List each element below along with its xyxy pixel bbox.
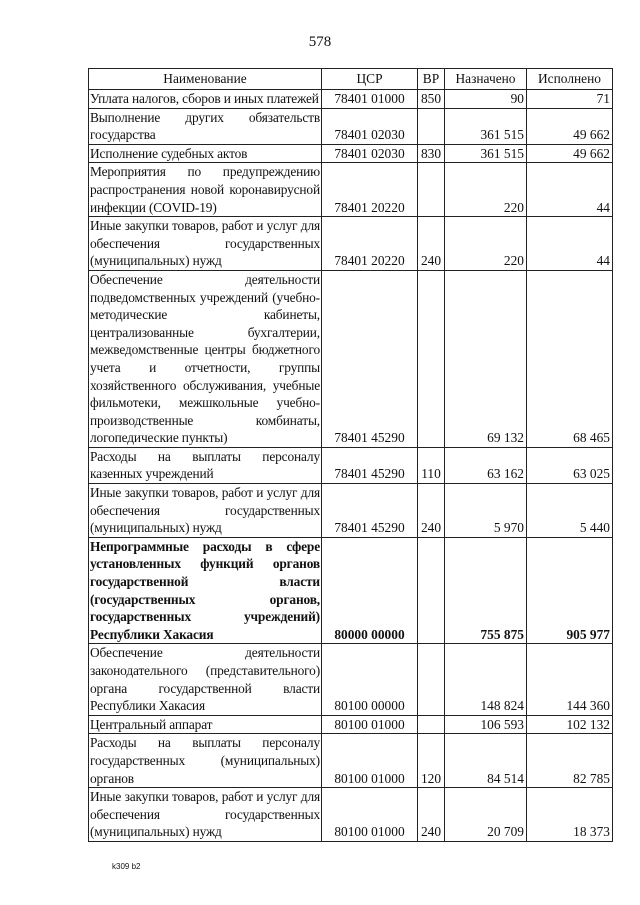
row-csr: 80100 01000 [322, 715, 418, 734]
row-assigned: 69 132 [445, 270, 527, 447]
table-row [89, 734, 613, 788]
row-csr: 78401 45290 [322, 447, 418, 483]
row-name: Центральный аппарат [89, 715, 322, 734]
row-vr [418, 715, 445, 734]
row-assigned: 148 824 [445, 644, 527, 715]
table-row [89, 788, 613, 842]
row-csr: 80000 00000 [322, 537, 418, 644]
header-csr: ЦСР [322, 69, 418, 90]
table-row [89, 447, 613, 483]
row-executed: 18 373 [527, 788, 613, 842]
table-row [89, 715, 613, 734]
row-executed: 63 025 [527, 447, 613, 483]
row-executed: 44 [527, 217, 613, 271]
row-name: Мероприятия по предупреждению распространения новой коронавирусной инфекции (COVID-19) [89, 163, 322, 217]
row-assigned: 63 162 [445, 447, 527, 483]
row-vr [418, 644, 445, 715]
row-csr: 78401 45290 [322, 484, 418, 538]
row-name: Исполнение судебных актов [89, 144, 322, 163]
row-assigned: 220 [445, 163, 527, 217]
row-name: Иные закупки товаров, работ и услуг для обеспечения государственных (муниципальных) нужд [89, 788, 322, 842]
row-assigned: 361 515 [445, 108, 527, 144]
row-csr: 80100 01000 [322, 788, 418, 842]
row-csr: 80100 00000 [322, 644, 418, 715]
row-vr: 110 [418, 447, 445, 483]
row-executed: 44 [527, 163, 613, 217]
table-header-row [89, 69, 613, 90]
table-row [89, 108, 613, 144]
table-row [89, 644, 613, 715]
header-assigned: Назначено [445, 69, 527, 90]
row-name: Иные закупки товаров, работ и услуг для обеспечения государственных (муниципальных) нужд [89, 217, 322, 271]
row-assigned: 20 709 [445, 788, 527, 842]
row-executed: 71 [527, 90, 613, 109]
row-csr: 78401 45290 [322, 270, 418, 447]
row-assigned: 361 515 [445, 144, 527, 163]
row-vr: 240 [418, 788, 445, 842]
table-body [89, 90, 613, 842]
row-name: Выполнение других обязательств государства [89, 108, 322, 144]
table-row [89, 537, 613, 644]
row-name: Непрограммные расходы в сфере установленных функций органов государственной власти (государственных органов, государственных учреждений) Республики Хакасия [89, 537, 322, 644]
row-executed: 5 440 [527, 484, 613, 538]
row-name: Иные закупки товаров, работ и услуг для обеспечения государственных (муниципальных) нужд [89, 484, 322, 538]
table-row [89, 144, 613, 163]
row-executed: 68 465 [527, 270, 613, 447]
row-csr: 78401 02030 [322, 144, 418, 163]
row-csr: 78401 20220 [322, 217, 418, 271]
table-row [89, 484, 613, 538]
row-vr [418, 270, 445, 447]
table-row [89, 270, 613, 447]
page-number: 578 [308, 34, 332, 50]
row-vr: 240 [418, 217, 445, 271]
row-csr: 78401 20220 [322, 163, 418, 217]
row-vr: 240 [418, 484, 445, 538]
row-vr [418, 163, 445, 217]
row-vr [418, 537, 445, 644]
row-name: Обеспечение деятельности законодательного (представительного) органа государственной власти Республики Хакасия [89, 644, 322, 715]
row-assigned: 106 593 [445, 715, 527, 734]
row-name: Расходы на выплаты персоналу казенных учреждений [89, 447, 322, 483]
row-csr: 78401 02030 [322, 108, 418, 144]
row-name: Обеспечение деятельности подведомственных учреждений (учебно-методические кабинеты, централизованные бухгалтерии, межведомственные центры бюджетного учета и отчетности, группы хозяйственного обслуживания, учебные фильмотеки, межшкольные учебно-производственные комбинаты, логопедические пункты) [89, 270, 322, 447]
header-executed: Исполнено [527, 69, 613, 90]
row-vr: 830 [418, 144, 445, 163]
header-vr: ВР [418, 69, 445, 90]
row-executed: 102 132 [527, 715, 613, 734]
row-executed: 82 785 [527, 734, 613, 788]
row-vr [418, 108, 445, 144]
header-name: Наименование [89, 69, 322, 90]
row-assigned: 84 514 [445, 734, 527, 788]
row-assigned: 220 [445, 217, 527, 271]
row-csr: 78401 01000 [322, 90, 418, 109]
footer-code: k309 b2 [112, 862, 141, 871]
budget-execution-table [88, 68, 613, 842]
row-csr: 80100 01000 [322, 734, 418, 788]
row-executed: 144 360 [527, 644, 613, 715]
row-name: Расходы на выплаты персоналу государственных (муниципальных) органов [89, 734, 322, 788]
row-executed: 905 977 [527, 537, 613, 644]
row-name: Уплата налогов, сборов и иных платежей [89, 90, 322, 109]
row-assigned: 5 970 [445, 484, 527, 538]
row-vr: 850 [418, 90, 445, 109]
row-assigned: 90 [445, 90, 527, 109]
row-executed: 49 662 [527, 108, 613, 144]
row-vr: 120 [418, 734, 445, 788]
table-row [89, 163, 613, 217]
table-row [89, 90, 613, 109]
table-row [89, 217, 613, 271]
row-assigned: 755 875 [445, 537, 527, 644]
row-executed: 49 662 [527, 144, 613, 163]
